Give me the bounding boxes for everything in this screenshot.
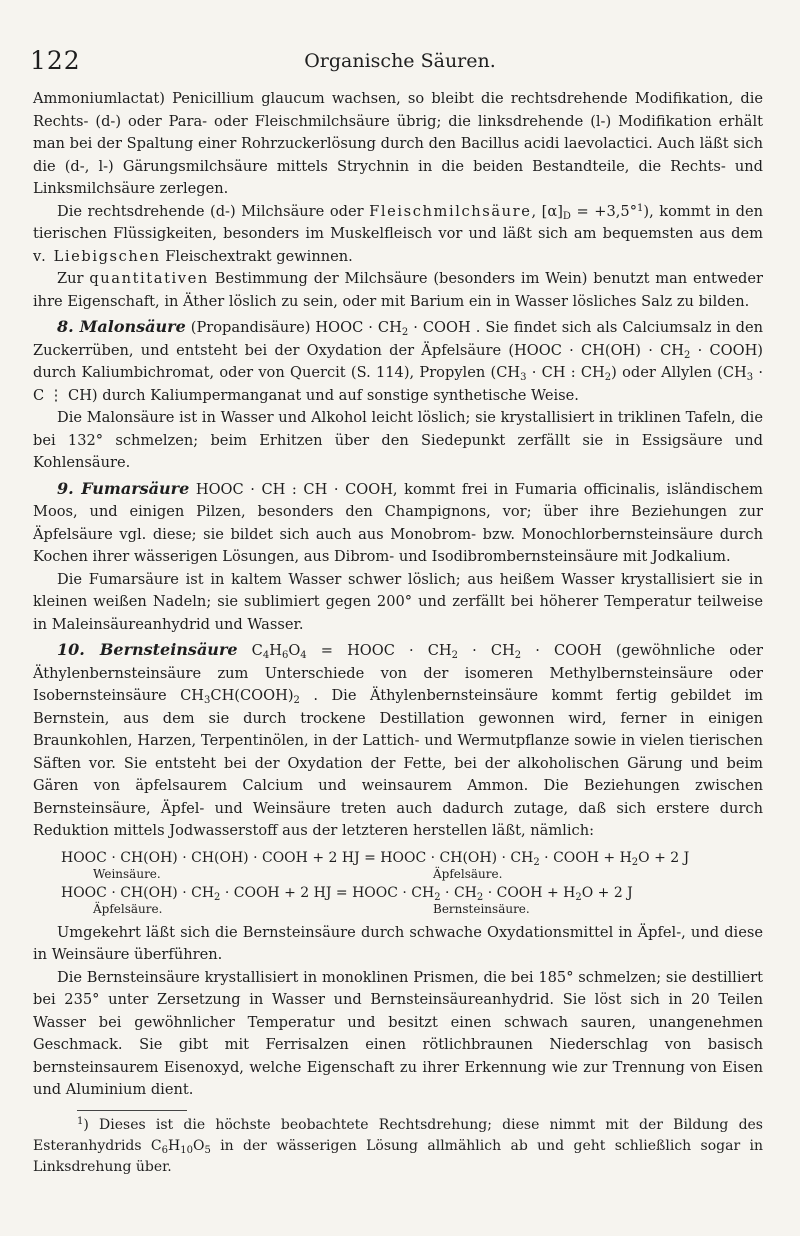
label-aepfelsaeure: Äpfelsäure. — [433, 866, 503, 881]
paragraph-intro: Ammoniumlactat) Penicillium glaucum wachsen, so bleibt die rechtsdrehende Modifikation, die Rechts- (d-) oder Para- oder Fleischmilchsäure übrig; die linksdrehende (l-) Modifikation erhält man bei der Spaltung einer Rohrzuckerlösung durch den Bacillus acidi laevolactici. Auch läßt sich die (d-, l-) Gärungsmilchsäure mittels Strychnin in die beiden Bestandteile, die Rechts- und Linksmilchsäure zerlegen. — [33, 90, 763, 197]
section-fumarsaeure: 9. Fumarsäure HOOC · CH : CH · COOH, kommt frei in Fumaria officinalis, isländischem Moos, und einigen Pilzen, besonders den Champignons, vor; über ihre Beziehungen zur Äpfelsäure vgl. diese; sie bildet sich auch aus Monobrom- bzw. Monochlorbernsteinsäure durch Kochen ihrer wässerigen Lösungen, aus Dibrom- und Isodibrombernsteinsäure mit Jodkalium. — [33, 478, 764, 565]
equation-weinsaeure-to-aepfelsaeure: HOOC · CH(OH) · CH(OH) · COOH + 2 HJ = HOOC · $CH(OH) \cdot CH_2$ · COOH + $H_2O + 2$ J — [61, 849, 690, 868]
footnote: $^1$) Dieses ist die höchste beobachtete Rechtsdrehung; diese nimmt mit der Bildung des Esteranhydrids $C_6H_{10}O_5$ in der wässerigen Lösung allmählich ab und geht schließlich sogar in Linksdrehung über. — [33, 1115, 763, 1175]
paragraph-quantitative-bestimmung: Zur quantitativen Bestimmung der Milchsäure (besonders im Wein) benutzt man entweder ihre Eigenschaft, in Äther löslich zu sein, oder mit Barium ein in Wasser lösliches Salz zu bilden. — [33, 270, 764, 310]
running-title: Organische Säuren. — [304, 50, 496, 72]
label-weinsaeure: Weinsäure. — [93, 866, 161, 881]
section-heading-fumarsaeure: 9. Fumarsäure — [57, 478, 190, 498]
label-bernsteinsaeure: Bernsteinsäure. — [433, 901, 530, 916]
page-header — [30, 46, 770, 86]
footnote-marker: 1 — [77, 1115, 84, 1127]
equation-2-labels — [61, 901, 763, 918]
section-malonsaeure: 8. Malonsäure (Propandisäure) HOOC · $CH_2$ · COOH . Sie findet sich als Calciumsalz in den Zuckerrüben, und entsteht bei der Oxydation der Äpfelsäure (HOOC · $CH(OH) \cdot CH_2$ · COOH) durch Kaliumbichromat, oder von Quercit (S. 114), Propylen ($CH_3$ · CH : $CH_2$) oder Allylen ($CH_3 \cdot C$ ⋮ CH) durch Kaliumpermanganat und auf sonstige synthetische Weise. — [33, 317, 763, 404]
footnote-divider — [77, 1110, 187, 1111]
page-number: 122 — [30, 46, 81, 75]
reduction-equations — [61, 850, 763, 918]
footnote-reference: 1 — [637, 202, 644, 214]
paragraph-umgekehrt: Umgekehrt läßt sich die Bernsteinsäure durch schwache Oxydationsmittel in Äpfel-, und diese in Weinsäure überführen. — [33, 923, 763, 963]
equation-aepfelsaeure-to-bernsteinsaeure: HOOC · $CH(OH) \cdot CH_2$ · COOH + 2 HJ = HOOC · $CH_2 \cdot CH_2$ · COOH + $H_2O + 2$ J — [61, 884, 633, 903]
paragraph-bernsteinsaeure-eigenschaften: Die Bernsteinsäure krystallisiert in monoklinen Prismen, die bei 185° schmelzen; sie destilliert bei 235° unter Zersetzung in Wasser und Bernsteinsäureanhydrid. Sie löst sich in 20 Teilen Wasser bei gewöhnlicher Temperatur und besitzt einen schwach sauren, unangenehmen Geschmack. Sie gibt mit Ferrisalzen einen rötlichbraunen Niederschlag von basisch bernsteinsaurem Eisenoxyd, welche Eigenschaft zu ihrer Erkennung wie zur Trennung von Eisen und Aluminium dient. — [33, 968, 763, 1098]
section-bernsteinsaeure: 10. Bernsteinsäure $C_4H_6O_4$ = HOOC · $CH_2 \cdot CH_2$ · COOH (gewöhnliche oder Äthylenbernsteinsäure zum Unterschiede von der isomeren Methylbernsteinsäure oder Isobernsteinsäure $CH_3CH(COOH)_2$ . Die Äthylenbernsteinsäure kommt fertig gebildet im Bernstein, aus dem sie durch trockene Destillation gewonnen wird, ferner in einigen Braunkohlen, Harzen, Terpentinölen, in der Lattich- und Wermutpflanze sowie in vielen tierischen Säften vor. Sie entsteht bei der Oxydation der Fette, bei der alkoholischen Gärung und beim Gären von äpfelsaurem Calcium und weinsaurem Ammon. Die Beziehungen zwischen Bernsteinsäure, Äpfel- und Weinsäure treten auch dadurch zutage, daß sich erstere durch Reduktion mittels Jodwasserstoff aus der letzteren herstellen läßt, nämlich: — [33, 640, 764, 839]
section-heading-bernsteinsaeure: 10. Bernsteinsäure — [57, 640, 238, 659]
label-aepfelsaeure-2: Äpfelsäure. — [93, 901, 163, 916]
paragraph-malonsaeure-eigenschaften: Die Malonsäure ist in Wasser und Alkohol leicht löslich; sie krystallisiert in triklinen Tafeln, die bei 132° schmelzen; beim Erhitzen über den Siedepunkt zerfällt sie in Essigsäure und Kohlensäure. — [33, 409, 763, 471]
equation-1-labels — [61, 866, 763, 883]
paragraph-fumarsaeure-eigenschaften: Die Fumarsäure ist in kaltem Wasser schwer löslich; aus heißem Wasser krystallisiert sie in kleinen weißen Nadeln; sie sublimiert gegen 200° und zerfällt bei höherer Temperatur teilweise in Maleinsäureanhydrid und Wasser. — [33, 570, 763, 633]
paragraph-rechtsdrehende-milchsaeure: Die rechtsdrehende (d-) Milchsäure oder Fleischmilchsäure, $[\alpha]_D = +3,5^\circ^1$), kommt in den tierischen Flüssigkeiten, besonders im Muskelfleisch vor und läßt sich am bequemsten aus dem v. Liebigschen Fleischextrakt gewinnen. — [33, 202, 763, 265]
section-heading-malonsaeure: 8. Malonsäure — [57, 317, 186, 336]
page-body — [33, 88, 763, 1178]
